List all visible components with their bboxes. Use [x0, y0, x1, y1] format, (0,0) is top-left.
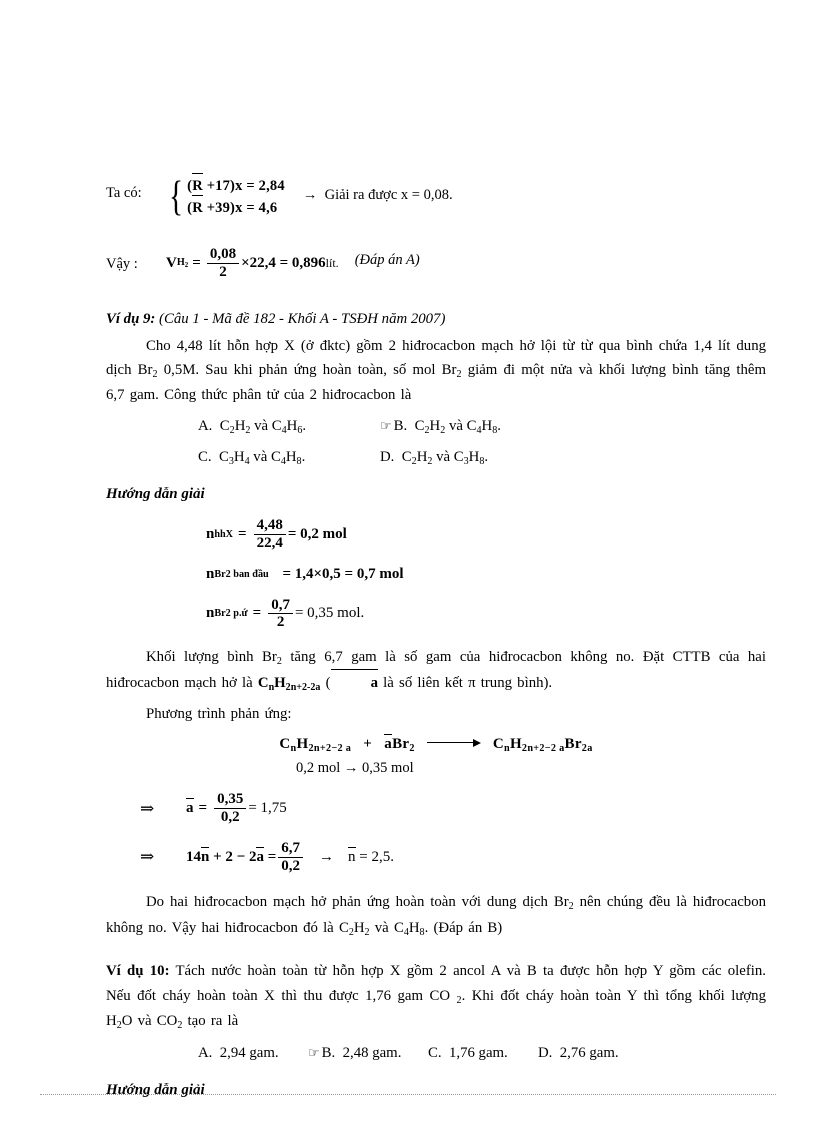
implies-icon-2: ⇒	[140, 847, 155, 867]
example-9-solution-heading: Hướng dẫn giải	[106, 486, 205, 503]
system-equation-2: (R +39)x = 4,6	[187, 197, 285, 219]
fraction-vay: $\frac{0,08}{2}$	[207, 246, 239, 281]
option-10-c[interactable]: C. 1,76 gam.	[428, 1044, 508, 1061]
option-a[interactable]: A. $C_2H_2$ và $C_4H_6$.	[198, 417, 307, 436]
example-9-para-3: Do hai hiđrocacbon mạch hở phản ứng hoàn toàn với dung dịch $Br_2$ nên chúng đều là hiđrocacbon không no. Vậy hai hiđrocacbon đó là $C_2H_2$ và $C_4H_8$. (Đáp án B)	[106, 894, 767, 938]
brace-glyph: {	[169, 174, 184, 221]
option-b[interactable]: ☞ B. $C_2H_2$ và $C_4H_8$.	[380, 417, 501, 436]
example-9-para-2: Phương trình phản ứng:	[146, 706, 292, 723]
example-9-step-2	[106, 840, 766, 875]
example-9-heading	[106, 311, 766, 328]
r-bar-1: R	[192, 175, 203, 197]
math-n-br2-phanung: n Br2 p.ứ = $\frac{0,7}{2}$ = 0,35 mol.	[206, 596, 365, 631]
option-c[interactable]: C. $C_3H_4$ và $C_4H_8$.	[198, 448, 306, 467]
ta-co-label: Ta có:	[106, 185, 142, 201]
example-9-step-1	[106, 791, 766, 826]
math-n-br2-bandau: n Br2 ban đầu = 1,4×0,5 = 0,7 mol	[206, 565, 404, 582]
vay-equation: V $H_2$ = $\frac{0,08}{2}$ ×22,4 = 0,896 lít.	[166, 245, 339, 280]
system-row	[106, 175, 766, 220]
vay-label: Vậy :	[106, 255, 138, 272]
vay-answer: (Đáp án A)	[354, 251, 420, 268]
vay-row	[106, 246, 766, 281]
step-2-equation: 14n + 2 − 2a = $\frac{6,7}{0,2}$ → n = 2,5.	[186, 839, 394, 874]
option-10-d[interactable]: D. 2,76 gam.	[538, 1044, 619, 1061]
fraction-step-1: $\frac{0,35}{0,2}$	[214, 791, 246, 826]
equation-system	[166, 175, 285, 220]
system-equation-1: (R +17)x = 2,84	[187, 175, 285, 197]
pointing-hand-icon-2: ☞	[308, 1045, 320, 1061]
pointing-hand-icon: ☞	[380, 418, 392, 434]
v-subscript: $H_2$	[176, 257, 189, 270]
example-9-math-block	[106, 517, 766, 631]
example-9-statement: Cho 4,48 lít hỗn hợp X (ở đktc) gồm 2 hiđrocacbon mạch hở lội từ từ qua bình chứa 1,4 lít dung dịch $Br_2$ 0,5M. Sau khi phản ứng hoàn toàn, số mol $Br_2$ giảm đi một nửa và khối lượng bình tăng thêm 6,7 gam. Công thức phân tử của 2 hiđrocacbon là	[106, 337, 766, 404]
step-1-equation: a = $\frac{0,35}{0,2}$ = 1,75	[186, 791, 287, 826]
fraction-n-hhx: $\frac{4,48}{22,4}$	[254, 517, 286, 552]
example-9-mol-line: 0,2 mol → 0,35 mol	[296, 760, 414, 777]
example-9-para-1: Khối lượng bình $Br_2$ tăng 6,7 gam là số gam của hiđrocacbon không no. Đặt CTTB của hai hiđrocacbon mạch hở là $C_nH_{2n+2-2a}$ ( a là số liên kết π trung bình).	[106, 645, 766, 696]
example-9-reaction-equation: $C_nH_{2n+2-2 a} + aBr_2$ $C_nH_{2n+2-2 a}Br_{2a}$	[279, 736, 593, 755]
example-10-solution-heading: Hướng dẫn giải	[106, 1081, 205, 1098]
example-9-label: Ví dụ 9:	[106, 310, 156, 327]
example-10-label: Ví dụ 10:	[106, 963, 170, 980]
fraction-step-2: $\frac{6,7}{0,2}$	[278, 840, 303, 875]
example-10-statement: Ví dụ 10: Tách nước hoàn toàn từ hỗn hợp X gồm 2 ancol A và B ta được hỗn hợp Y gồm các olefin. Nếu đốt cháy hoàn toàn X thì thu được 1,76 gam CO $_2$. Khi đốt cháy hoàn toàn Y thì tổng khối lượng $H_2O$ và $CO_2$ tạo ra là	[106, 963, 766, 1031]
example-9-options-row-1	[106, 414, 766, 439]
footer-divider	[40, 1094, 776, 1095]
math-n-hhx: n hhX = $\frac{4,48}{22,4}$ = 0,2 mol	[206, 517, 347, 551]
implies-icon-1: ⇒	[140, 798, 155, 818]
option-10-b[interactable]: ☞ B. 2,48 gam.	[308, 1044, 402, 1061]
example-9-options-row-2	[106, 445, 766, 470]
document-content	[106, 175, 766, 1099]
option-d[interactable]: D. $C_2H_2$ và $C_3H_8$.	[380, 448, 489, 467]
example-9-source: (Câu 1 - Mã đề 182 - Khối A - TSĐH năm 2007)	[159, 310, 446, 327]
example-10-options	[106, 1041, 766, 1066]
system-result-note: → Giải ra được x = 0,08.	[302, 187, 453, 203]
fraction-n-br2pu: $\frac{0,7}{2}$	[268, 597, 293, 632]
reaction-arrow-icon	[427, 738, 481, 748]
r-bar-2: R	[192, 197, 203, 219]
option-10-a[interactable]: A. 2,94 gam.	[198, 1044, 279, 1061]
